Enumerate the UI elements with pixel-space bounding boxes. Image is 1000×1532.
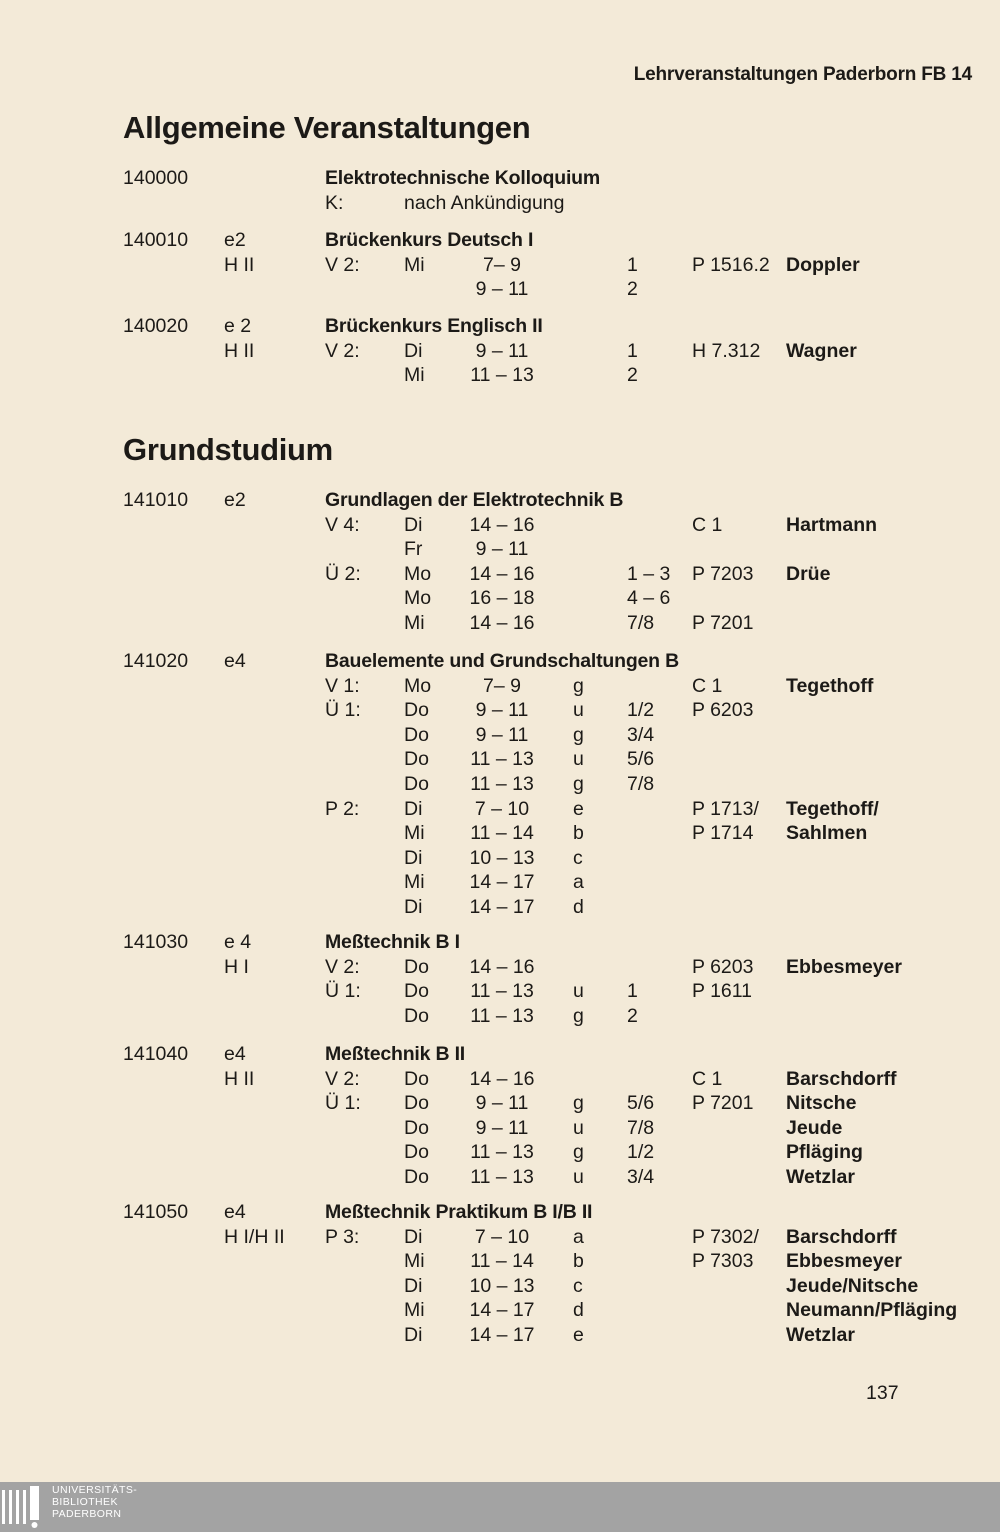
lecturer-cell: Pfläging xyxy=(786,1141,863,1164)
time-cell: 14 – 16 xyxy=(469,562,535,585)
semester-cell: 1/2 xyxy=(627,699,655,722)
section-heading-basic-studies: Grundstudium xyxy=(123,432,333,467)
day-cell: Di xyxy=(404,846,423,869)
course-category: e 2 xyxy=(224,315,252,337)
session-type-cell: V 2: xyxy=(325,253,360,276)
time-cell: 11 – 13 xyxy=(470,1166,534,1188)
time-cell: 7– 9 xyxy=(483,674,521,697)
day-cell: nach Ankündigung xyxy=(404,191,565,214)
session-type-cell: V 4: xyxy=(325,513,360,536)
semester-cell: 5/6 xyxy=(627,748,655,771)
group-cell: a xyxy=(573,871,584,894)
semester-cell: 5/6 xyxy=(627,1092,655,1115)
course-title: Meßtechnik B II xyxy=(325,1043,466,1065)
term-cell: H II xyxy=(224,253,255,276)
lecturer-cell: Drüe xyxy=(786,562,831,585)
room-cell: P 1516.2 xyxy=(692,253,770,276)
course-header-row xyxy=(0,930,1000,954)
group-cell: g xyxy=(573,674,584,697)
schedule-row xyxy=(0,846,1000,870)
lecturer-cell: Tegethoff/ xyxy=(786,797,879,820)
lecturer-cell: Wetzlar xyxy=(786,1324,855,1346)
schedule-row xyxy=(0,191,1000,215)
day-cell: Di xyxy=(404,339,423,362)
time-cell: 9 – 11 xyxy=(475,1092,529,1115)
schedule-row xyxy=(0,537,1000,561)
room-cell: P 1713/ xyxy=(692,797,759,820)
session-type-cell: Ü 1: xyxy=(325,699,361,722)
lecturer-cell: Barschdorff xyxy=(786,1225,897,1248)
session-type-cell: P 3: xyxy=(325,1225,360,1248)
schedule-row xyxy=(0,586,1000,610)
schedule-row xyxy=(0,895,1000,919)
room-cell: P 6203 xyxy=(692,955,754,978)
day-cell: Do xyxy=(404,1067,429,1090)
course-code: 140000 xyxy=(123,167,189,189)
day-cell: Do xyxy=(404,773,429,795)
course-code: 141030 xyxy=(123,931,189,953)
course-code: 141010 xyxy=(123,489,189,511)
time-cell: 11 – 13 xyxy=(470,980,534,1003)
logo-line: BIBLIOTHEK xyxy=(52,1496,118,1508)
room-cell: C 1 xyxy=(692,513,723,536)
time-cell: 9 – 11 xyxy=(475,723,529,746)
room-cell: P 7303 xyxy=(692,1250,754,1273)
schedule-row xyxy=(0,363,1000,387)
day-cell: Do xyxy=(404,748,429,771)
lecturer-cell: Sahlmen xyxy=(786,822,868,845)
group-cell: u xyxy=(573,1116,584,1139)
term-cell: H I/H II xyxy=(224,1225,285,1248)
time-cell: 11 – 13 xyxy=(470,1141,534,1164)
course-code: 141050 xyxy=(123,1201,189,1223)
schedule-row xyxy=(0,698,1000,722)
semester-cell: 7/8 xyxy=(627,773,655,795)
time-cell: 14 – 17 xyxy=(469,896,535,918)
course-title: Brückenkurs Deutsch I xyxy=(325,229,534,251)
room-cell: P 7201 xyxy=(692,612,754,634)
day-cell: Di xyxy=(404,1225,423,1248)
day-cell: Mi xyxy=(404,822,425,845)
group-cell: d xyxy=(573,1299,584,1322)
course-header-row xyxy=(0,228,1000,252)
term-cell: H II xyxy=(224,339,255,362)
room-cell: P 6203 xyxy=(692,699,754,722)
day-cell: Di xyxy=(404,1324,423,1346)
schedule-row xyxy=(0,1249,1000,1273)
lecturer-cell: Doppler xyxy=(786,253,860,276)
course-header-row xyxy=(0,166,1000,190)
logo-line: PADERBORN xyxy=(52,1508,122,1520)
day-cell: Do xyxy=(404,980,429,1003)
day-cell: Do xyxy=(404,1116,429,1139)
group-cell: e xyxy=(573,1324,584,1346)
day-cell: Di xyxy=(404,513,423,536)
semester-cell: 7/8 xyxy=(627,1116,655,1139)
session-type-cell: Ü 1: xyxy=(325,1092,361,1115)
semester-cell: 1/2 xyxy=(627,1141,655,1164)
schedule-row xyxy=(0,1116,1000,1140)
day-cell: Mo xyxy=(404,674,432,697)
room-cell: H 7.312 xyxy=(692,339,761,362)
course-category: e2 xyxy=(224,489,246,511)
course-category: e4 xyxy=(224,1201,246,1223)
time-cell: 9 – 11 xyxy=(475,699,529,722)
schedule-row xyxy=(0,1298,1000,1322)
schedule-row xyxy=(0,797,1000,821)
session-type-cell: Ü 2: xyxy=(325,562,361,585)
lecturer-cell: Barschdorff xyxy=(786,1067,897,1090)
room-cell: P 7203 xyxy=(692,562,754,585)
day-cell: Do xyxy=(404,1141,429,1164)
group-cell: b xyxy=(573,822,584,845)
schedule-row xyxy=(0,339,1000,363)
lecturer-cell: Hartmann xyxy=(786,513,878,536)
course-code: 141020 xyxy=(123,650,189,672)
schedule-row xyxy=(0,1091,1000,1115)
lecturer-cell: Neumann/Pfläging xyxy=(786,1299,958,1322)
schedule-row xyxy=(0,674,1000,698)
time-cell: 14 – 16 xyxy=(469,612,535,634)
time-cell: 14 – 17 xyxy=(469,1324,535,1346)
section-heading-general: Allgemeine Veranstaltungen xyxy=(123,110,531,145)
day-cell: Mi xyxy=(404,612,425,634)
schedule-row xyxy=(0,955,1000,979)
group-cell: g xyxy=(573,773,584,795)
group-cell: a xyxy=(573,1225,584,1248)
room-cell: C 1 xyxy=(692,674,723,697)
room-cell: P 7201 xyxy=(692,1092,754,1115)
library-footer xyxy=(0,1482,1000,1532)
session-type-cell: V 1: xyxy=(325,674,360,697)
room-cell: P 1714 xyxy=(692,822,754,845)
day-cell: Mi xyxy=(404,1299,425,1322)
time-cell: 11 – 13 xyxy=(470,773,534,795)
session-type-cell: K: xyxy=(325,191,344,214)
lecturer-cell: Jeude/Nitsche xyxy=(786,1274,919,1297)
schedule-row xyxy=(0,1225,1000,1249)
semester-cell: 3/4 xyxy=(627,723,655,746)
group-cell: c xyxy=(573,846,583,869)
time-cell: 7 – 10 xyxy=(474,797,530,820)
course-header-row xyxy=(0,488,1000,512)
course-title: Brückenkurs Englisch II xyxy=(325,315,543,337)
day-cell: Do xyxy=(404,1092,429,1115)
schedule-row xyxy=(0,513,1000,537)
day-cell: Mi xyxy=(404,871,425,894)
running-head: Lehrveranstaltungen Paderborn FB 14 xyxy=(633,64,972,85)
group-cell: u xyxy=(573,1166,584,1188)
time-cell: 10 – 13 xyxy=(469,1274,535,1297)
time-cell: 16 – 18 xyxy=(469,587,535,610)
course-code: 141040 xyxy=(123,1043,189,1065)
schedule-row xyxy=(0,562,1000,586)
day-cell: Fr xyxy=(404,538,423,561)
time-cell: 7– 9 xyxy=(483,253,521,276)
session-type-cell: V 2: xyxy=(325,1067,360,1090)
semester-cell: 1 xyxy=(627,339,638,362)
group-cell: d xyxy=(573,896,584,918)
time-cell: 14 – 16 xyxy=(469,1067,535,1090)
lecturer-cell: Wetzlar xyxy=(786,1166,855,1188)
room-cell: P 1611 xyxy=(692,980,753,1003)
semester-cell: 2 xyxy=(627,1004,638,1027)
time-cell: 14 – 16 xyxy=(469,955,535,978)
semester-cell: 7/8 xyxy=(627,612,655,634)
day-cell: Mi xyxy=(404,1250,425,1273)
session-type-cell: V 2: xyxy=(325,955,360,978)
course-title: Grundlagen der Elektrotechnik B xyxy=(325,489,624,511)
semester-cell: 1 xyxy=(627,980,638,1003)
group-cell: g xyxy=(573,723,584,746)
day-cell: Do xyxy=(404,723,429,746)
time-cell: 11 – 13 xyxy=(470,748,534,771)
room-cell: P 7302/ xyxy=(692,1225,759,1248)
course-code: 140020 xyxy=(123,315,189,337)
day-cell: Di xyxy=(404,896,423,918)
time-cell: 11 – 13 xyxy=(470,364,534,387)
time-cell: 9 – 11 xyxy=(475,538,529,561)
group-cell: u xyxy=(573,699,584,722)
time-cell: 9 – 11 xyxy=(475,339,529,362)
lecturer-cell: Nitsche xyxy=(786,1092,857,1115)
time-cell: 14 – 16 xyxy=(469,513,535,536)
group-cell: u xyxy=(573,980,584,1003)
day-cell: Di xyxy=(404,797,423,820)
group-cell: u xyxy=(573,748,584,771)
time-cell: 7 – 10 xyxy=(474,1225,530,1248)
page-number: 137 xyxy=(866,1382,899,1404)
schedule-row xyxy=(0,1067,1000,1091)
course-category: e4 xyxy=(224,650,246,672)
schedule-row xyxy=(0,1274,1000,1298)
logo-line: UNIVERSITÄTS- xyxy=(52,1484,138,1496)
schedule-row xyxy=(0,253,1000,277)
term-cell: H II xyxy=(224,1067,255,1090)
session-type-cell: P 2: xyxy=(325,797,360,820)
semester-cell: 1 xyxy=(627,253,638,276)
course-category: e 4 xyxy=(224,931,252,953)
time-cell: 9 – 11 xyxy=(475,278,529,301)
semester-cell: 1 – 3 xyxy=(627,562,671,585)
time-cell: 11 – 14 xyxy=(470,822,534,845)
course-header-row xyxy=(0,1042,1000,1066)
lecturer-cell: Wagner xyxy=(786,339,857,362)
course-header-row xyxy=(0,314,1000,338)
lecturer-cell: Ebbesmeyer xyxy=(786,955,902,978)
time-cell: 10 – 13 xyxy=(469,846,535,869)
course-title: Elektrotechnische Kolloquium xyxy=(325,167,601,189)
schedule-row xyxy=(0,611,1000,635)
time-cell: 11 – 13 xyxy=(470,1004,534,1027)
schedule-row xyxy=(0,1165,1000,1189)
time-cell: 9 – 11 xyxy=(475,1116,529,1139)
schedule-row xyxy=(0,821,1000,845)
group-cell: b xyxy=(573,1250,584,1273)
time-cell: 14 – 17 xyxy=(469,1299,535,1322)
course-header-row xyxy=(0,1200,1000,1224)
library-logo-text xyxy=(52,1484,137,1520)
group-cell: g xyxy=(573,1092,584,1115)
day-cell: Do xyxy=(404,955,429,978)
semester-cell: 2 xyxy=(627,278,638,301)
semester-cell: 4 – 6 xyxy=(627,587,671,610)
course-title: Bauelemente und Grundschaltungen B xyxy=(325,650,679,672)
schedule-row xyxy=(0,277,1000,301)
group-cell: c xyxy=(573,1274,583,1297)
course-code: 140010 xyxy=(123,229,189,251)
schedule-row xyxy=(0,772,1000,796)
group-cell: g xyxy=(573,1141,584,1164)
day-cell: Do xyxy=(404,1166,429,1188)
day-cell: Do xyxy=(404,699,429,722)
schedule-row xyxy=(0,1004,1000,1028)
course-header-row xyxy=(0,649,1000,673)
group-cell: g xyxy=(573,1004,584,1027)
day-cell: Do xyxy=(404,1004,429,1027)
course-title: Meßtechnik B I xyxy=(325,931,460,953)
schedule-row xyxy=(0,1140,1000,1164)
schedule-row xyxy=(0,723,1000,747)
schedule-row xyxy=(0,747,1000,771)
schedule-row xyxy=(0,979,1000,1003)
lecturer-cell: Jeude xyxy=(786,1116,843,1139)
time-cell: 11 – 14 xyxy=(470,1250,534,1273)
term-cell: H I xyxy=(224,955,249,978)
course-title: Meßtechnik Praktikum B I/B II xyxy=(325,1201,593,1223)
day-cell: Mi xyxy=(404,253,425,276)
room-cell: C 1 xyxy=(692,1067,723,1090)
day-cell: Mo xyxy=(404,562,432,585)
semester-cell: 3/4 xyxy=(627,1166,655,1188)
day-cell: Mi xyxy=(404,364,425,387)
lecturer-cell: Ebbesmeyer xyxy=(786,1250,902,1273)
library-logo-icon xyxy=(2,1486,46,1528)
semester-cell: 2 xyxy=(627,364,638,387)
course-category: e2 xyxy=(224,229,246,251)
schedule-row xyxy=(0,1323,1000,1347)
lecturer-cell: Tegethoff xyxy=(786,674,874,697)
day-cell: Mo xyxy=(404,587,432,610)
course-category: e4 xyxy=(224,1043,246,1065)
session-type-cell: V 2: xyxy=(325,339,360,362)
day-cell: Di xyxy=(404,1274,423,1297)
group-cell: e xyxy=(573,797,584,820)
schedule-row xyxy=(0,870,1000,894)
session-type-cell: Ü 1: xyxy=(325,980,361,1003)
time-cell: 14 – 17 xyxy=(469,871,535,894)
